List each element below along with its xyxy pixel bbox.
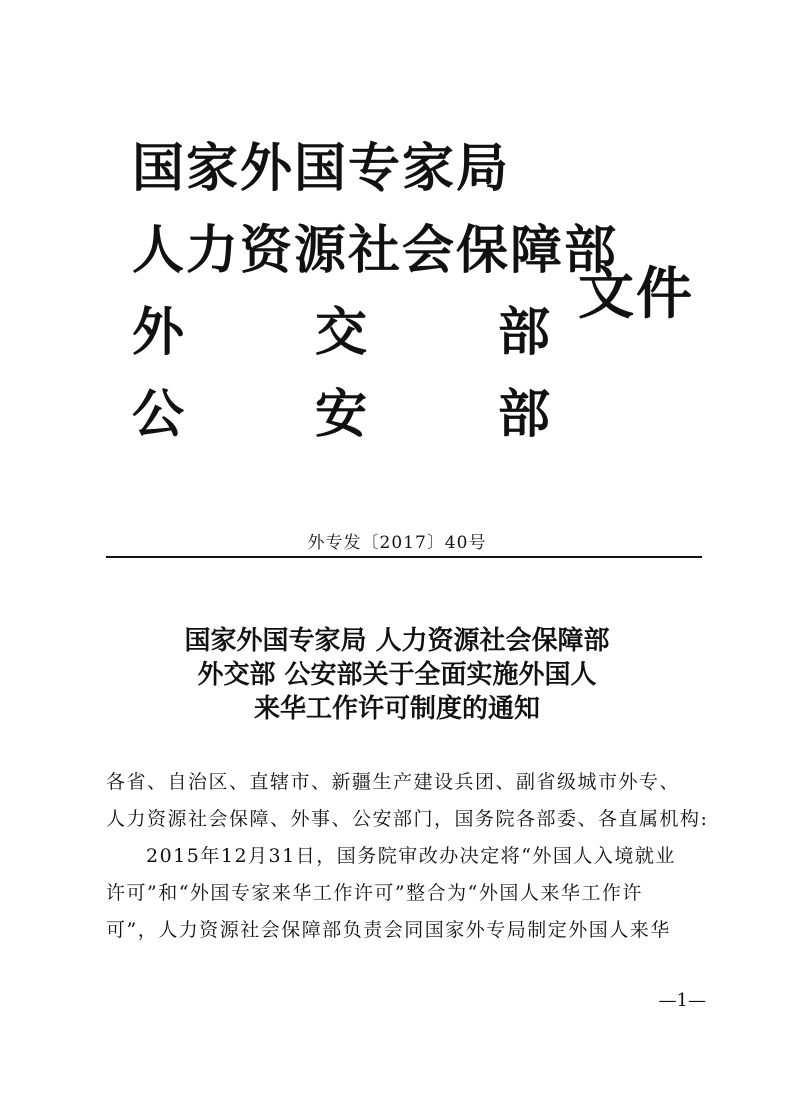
- issuer-public-security-ministry: [132, 374, 552, 456]
- body-line: 可”，人力资源社会保障部负责会同国家外专局制定外国人来华: [106, 919, 671, 941]
- issuer-char: 交: [314, 303, 369, 363]
- page-number: —1—: [658, 990, 706, 1011]
- title-line: 国家外国专家局 人力资源社会保障部: [184, 626, 610, 656]
- body-line: 许可”和“外国专家来华工作许可”整合为“外国人来华工作许: [106, 882, 643, 904]
- issuer-char: 外: [132, 303, 187, 363]
- issuer-char: 部: [497, 385, 552, 445]
- body-line: 人力资源社会保障、外事、公安部门，国务院各部委、各直属机构:: [106, 808, 709, 830]
- body-line: 2015年12月31日，国务院审改办决定将“外国人入境就业: [146, 845, 676, 867]
- issuer-char: 公: [132, 385, 187, 445]
- issuer-block: [132, 128, 619, 456]
- issuer-foreign-affairs-ministry: [132, 292, 552, 374]
- issuer-human-resources-ministry: 人力资源社会保障部: [132, 221, 619, 281]
- document-title: [0, 624, 794, 726]
- title-line: 来华工作许可制度的通知: [253, 694, 540, 724]
- document-body: [106, 764, 709, 949]
- document-number: 外专发〔2017〕40号: [307, 533, 487, 553]
- body-line: 各省、自治区、直辖市、新疆生产建设兵团、副省级城市外专、: [106, 771, 681, 793]
- document-word: 文件: [578, 262, 694, 327]
- title-line: 外交部 公安部关于全面实施外国人: [197, 660, 597, 690]
- issuer-char: 部: [497, 303, 552, 363]
- issuer-foreign-experts-bureau: 国家外国专家局: [132, 139, 511, 199]
- header-divider: [106, 556, 702, 558]
- issuer-char: 安: [314, 385, 369, 445]
